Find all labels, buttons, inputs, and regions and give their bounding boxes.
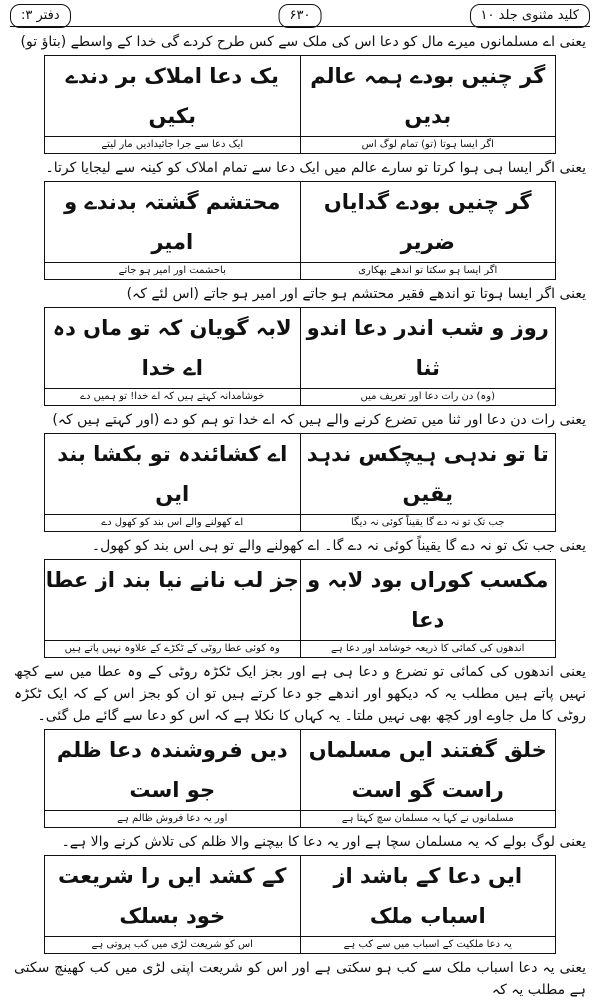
verse-box [44, 307, 556, 406]
prose-paragraph: یعنی اگر ایسا ہی ہوا کرتا تو سارے عالم میں ایک دعا سے تمام املاک کو کینہ سے لیجایا کرتا۔ [45, 160, 586, 176]
verse-box [44, 55, 556, 154]
daftar-label: دفتر ۳: [10, 4, 71, 28]
verse-first-hemistich: روز و شب اندر دعا اندو ثنا [306, 316, 549, 380]
prose-paragraph: یعنی اے مسلمانوں میرے مال کو دعا اس کی ملک سے کس طرح کردے گی خدا کے واسطے (بتاؤ تو) [20, 34, 586, 50]
verse-second-gloss: اور یہ دعا فروش ظالم ہے [45, 811, 301, 827]
page-number: ۶۳۰ [279, 4, 322, 28]
verse-second-hemistich: دیں فروشندہ دعا ظلم جو است [45, 730, 301, 810]
verse-second-gloss: باحشمت اور امیر ہو جاتے [45, 263, 301, 279]
verse-second-gloss: اس کو شریعت لڑی میں کب پروتی ہے [45, 937, 301, 953]
prose-paragraph: یعنی رات دن دعا اور ثنا میں تضرع کرنے والے ہیں کہ اے خدا تو ہم کو دے (اور کہتے ہیں کہ) [52, 412, 586, 428]
verse-box [44, 729, 556, 828]
verse-second-hemistich: اے کشائندہ تو بکشا بند ایں [45, 434, 301, 514]
book-title: کلید مثنوی جلد ۱۰ [470, 4, 590, 28]
verse-first-gloss: جب تک تو نہ دے گا یقیناً کوئی نہ دیگا [351, 517, 505, 528]
verse-box [44, 181, 556, 280]
verse-box [44, 855, 556, 954]
verse-first-gloss: اگر ایسا ہوتا (تو) تمام لوگ اس [361, 139, 494, 150]
verse-first-gloss: (وہ) دن رات دعا اور تعریف میں [360, 391, 496, 402]
prose-paragraph: یعنی اگر ایسا ہوتا تو اندھے فقیر محتشم ہو جاتے اور امیر ہو جاتے (اس لئے کہ) [126, 286, 586, 302]
verse-first-hemistich: گر چنیں بودے گدایاں ضریر [323, 190, 532, 254]
verse-second-hemistich: یک دعا املاک بر دندے بکیں [45, 56, 301, 136]
verse-box [44, 559, 556, 658]
verse-first-hemistich: مکسب کوراں بود لابہ و دعا [307, 568, 549, 632]
verse-second-gloss: وہ کوئی عطا روٹی کے ٹکڑے کے علاوہ نہیں پاتے ہیں [45, 641, 301, 657]
prose-paragraph: یعنی جب تک تو نہ دے گا یقیناً کوئی نہ دے گا۔ اے کھولنے والے تو ہی اس بند کو کھول۔ [91, 538, 586, 554]
verse-first-hemistich: خلق گفتند ایں مسلماں راست گو است [308, 738, 547, 802]
verse-second-hemistich: محتشم گشتہ بدندے و امیر [45, 182, 301, 262]
verse-first-hemistich: ایں دعا کے باشد از اسباب ملک [333, 864, 523, 928]
page-content [14, 31, 586, 1001]
verse-second-gloss: ایک دعا سے جرا جائیدادیں مار لیتے [45, 137, 301, 153]
prose-paragraph: یعنی یہ دعا اسباب ملک سے کب ہو سکتی ہے اور اس کو شریعت اپنی لڑی میں کب کھینچ سکتی ہے مطلب یہ کہ [14, 960, 586, 998]
verse-second-gloss: خوشامدانہ کہتے ہیں کہ اے خدا! تو ہمیں دے [45, 389, 301, 405]
prose-paragraph: یعنی لوگ بولے کہ یہ مسلمان سچا ہے اور یہ دعا کا بیچنے والا ظلم کی تلاش کرنے والا ہے۔ [61, 834, 586, 850]
prose-paragraph: یعنی اندھوں کی کمائی تو تضرع و دعا ہی ہے اور بجز ایک ٹکڑہ روٹی کے وہ عطا میں سے کچھ نہیں پاتے ہیں مطلب یہ کہ دیکھو اور اندھے جو دعا کرتے ہیں تو ان کو بجز اس کے کہ ایک ٹکڑہ روٹی کا مل جاوے اور کچھ بھی نہیں ملتا۔ یہ کہاں کا نکلا ہے کہ اس کو دعا سے گائے مل گئی۔ [14, 664, 586, 724]
verse-first-gloss: یہ دعا ملکیت کے اسباب میں سے کب ہے [343, 939, 512, 950]
verse-box [44, 433, 556, 532]
verse-first-hemistich: گر چنیں بودے ہمہ عالم بدیں [310, 64, 546, 128]
verse-first-gloss: مسلمانوں نے کہا یہ مسلمان سچ کہتا ہے [341, 813, 514, 824]
verse-first-hemistich: تا تو ندہی ہیچکس ندہد یقیں [306, 442, 549, 506]
header-rule [10, 26, 590, 27]
verse-second-gloss: اے کھولنے والے اس بند کو کھول دے [45, 515, 301, 531]
verse-first-gloss: اندھوں کی کمائی کا ذریعہ خوشامد اور دعا ہے [331, 643, 525, 654]
verse-second-hemistich: جز لب نانے نیا بند از عطا [45, 560, 301, 640]
verse-first-gloss: اگر ایسا ہو سکتا تو اندھے بھکاری [358, 265, 498, 276]
verse-second-hemistich: کے کشد ایں را شریعت خود بسلک [45, 856, 301, 936]
verse-second-hemistich: لابہ گویان کہ تو ماں دہ اے خدا [45, 308, 301, 388]
